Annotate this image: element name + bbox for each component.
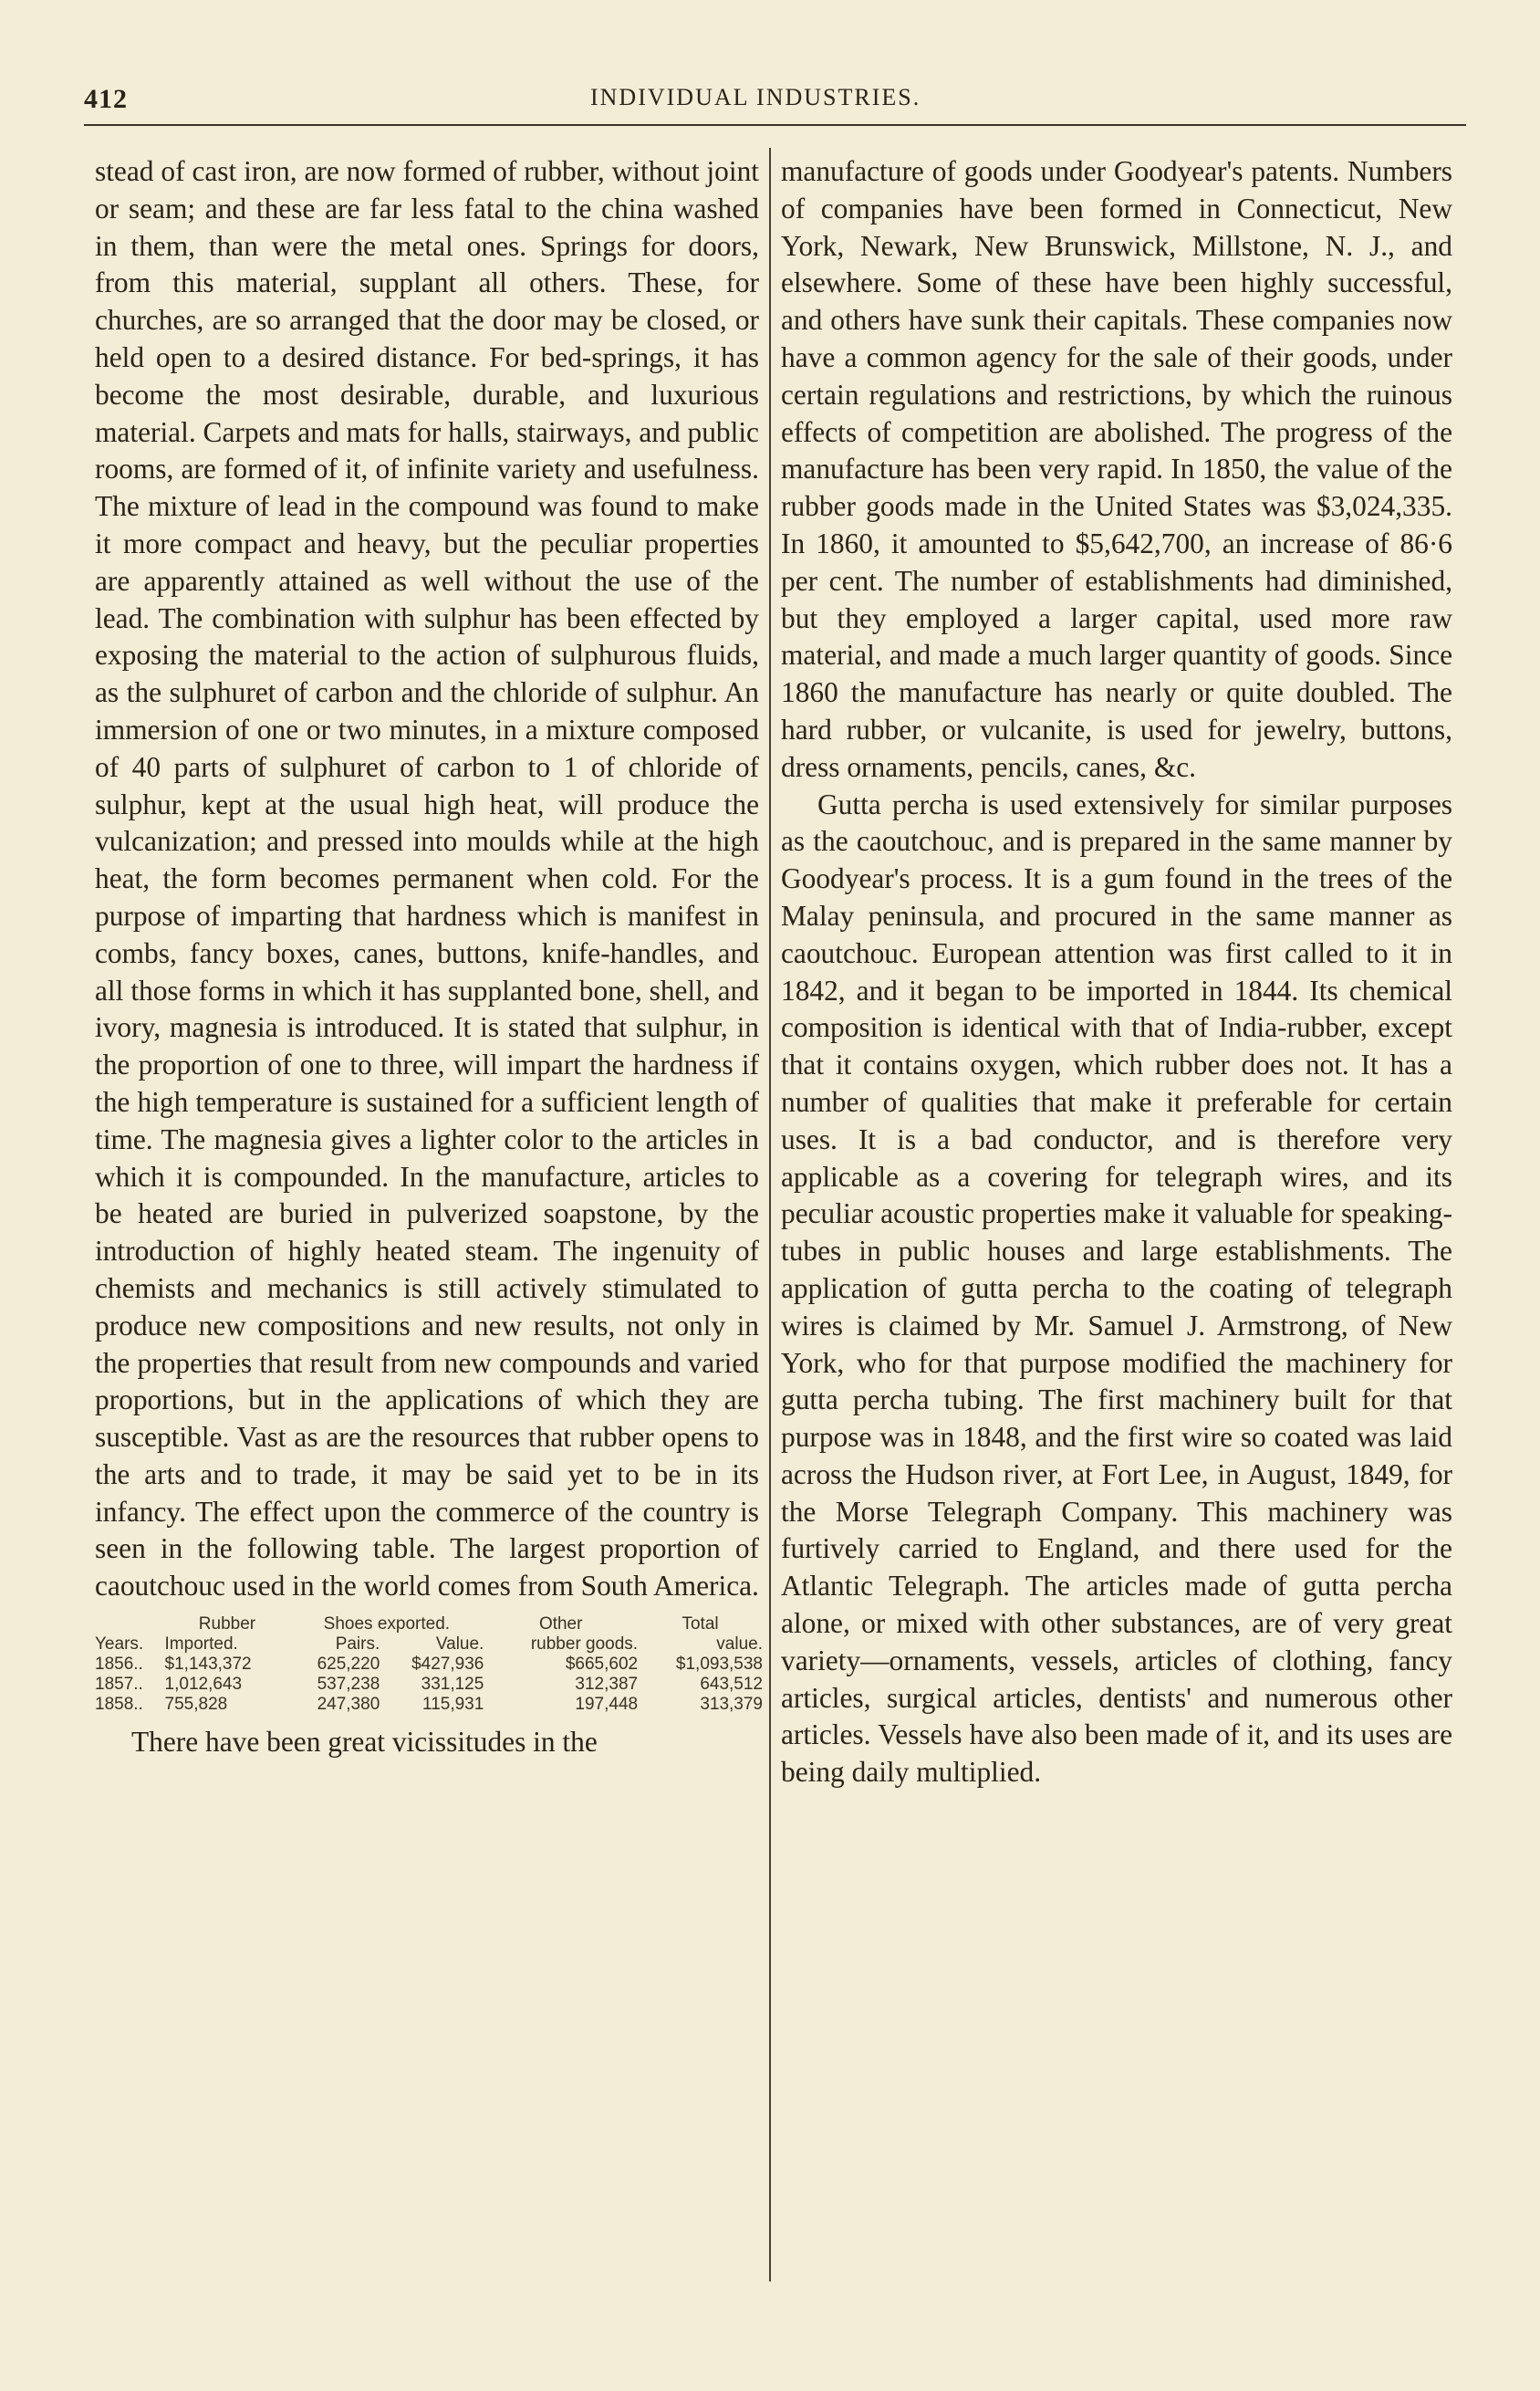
table-col-header: Imported. — [164, 1634, 238, 1655]
table-col-header: value. — [716, 1634, 763, 1655]
table-cell: 1858.. — [95, 1695, 143, 1715]
table-cell: 625,220 — [317, 1655, 380, 1675]
right-paragraph-1: manufacture of goods under Goodyear's patents. Numbers of companies have been formed in Connecticut, New York, Newark, New Brunswick, Millstone, N. J., and elsewhere. Some of these have been highly successful, and others have sunk their capitals. These companies now have a common agency for the sale of their goods, under certain regulations and restrictions, by which the ruinous effects of competition are abolished. The progress of the manufacture has been very rapid. In 1850, the value of the rubber goods made in the United States was $3,024,335. In 1860, it amounted to $5,642,700, an increase of 86·6 per cent. The number of establishments had diminished, but they employed a larger capital, used more raw material, and made a much larger quantity of goods. Since 1860 the manufacture has nearly or quite doubled. The hard rubber, or vulcanite, is used for jewelry, buttons, dress ornaments, pencils, canes, &c. — [781, 155, 1452, 783]
right-paragraph-2: Gutta percha is used extensively for similar purposes as the caoutchouc, and is prepared in the same manner by Goodyear's process. It is a gum found in the trees of the Malay peninsula, and procured in the same manner as caoutchouc. European attention was first called to it in 1842, and it began to be imported in 1844. Its chemical composition is identical with that of India-rubber, except that it contains oxygen, which rubber does not. It has a number of qualities that make it preferable for certain uses. It is a bad conductor, and is therefore very applicable as a covering for telegraph wires, and its peculiar acoustic properties make it valuable for speaking-tubes in public houses and large establishments. The application of gutta percha to the coating of telegraph wires is claimed by Mr. Samuel J. Armstrong, of New York, who for that purpose modified the machinery for gutta percha tubing. The first machinery built for that purpose was in 1848, and the first wire so coated was laid across the Hudson river, at Fort Lee, in August, 1849, for the Morse Telegraph Company. This machinery was furtively carried to England, and there used for the Atlantic Telegraph. The articles made of gutta percha alone, or mixed with other substances, are of very great variety—ornaments, vessels, articles of clothing, fancy articles, surgical articles, dentists' and numerous other articles. Vessels have also been made of it, and its uses are being daily multiplied. — [781, 788, 1452, 1789]
table-row — [95, 1655, 763, 1675]
table-group-header: Shoes exported. — [323, 1614, 451, 1634]
table-cell: $1,093,538 — [675, 1655, 763, 1675]
running-title: INDIVIDUAL INDUSTRIES. — [590, 84, 921, 110]
table-col-header: Value. — [435, 1634, 484, 1655]
table-cell: 1857.. — [95, 1675, 143, 1695]
table-cell: 1,012,643 — [164, 1675, 243, 1695]
table-row — [95, 1675, 763, 1695]
left-body-text: stead of cast iron, are now formed of rubber, without joint or seam; and these are far less fatal to the china washed in them, than were the metal ones. Springs for doors, from this material, supplant all others. These, for churches, are so arranged that the door may be closed, or held open to a desired distance. For bed-springs, it has become the most desirable, durable, and luxurious material. Carpets and mats for halls, stairways, and public rooms, are formed of it, of infinite variety and usefulness. The mixture of lead in the compound was found to make it more compact and heavy, but the peculiar properties are apparently attained as well without the use of the lead. The combination with sulphur has been effected by exposing the material to the action of sulphurous fluids, as the sulphuret of carbon and the chloride of sulphur. An immersion of one or two minutes, in a mixture composed of 40 parts of sulphuret of carbon to 1 of chloride of sulphur, kept at the usual high heat, will produce the vulcanization; and pressed into moulds while at the high heat, the form becomes permanent when cold. For the purpose of imparting that hardness which is manifest in combs, fancy boxes, canes, buttons, knife-handles, and all those forms in which it has supplanted bone, shell, and ivory, magnesia is introduced. It is stated that sulphur, in the proportion of one to three, will impart the hardness if the high temperature is sustained for a sufficient length of time. The magnesia gives a lighter color to the articles in which it is compounded. In the manufacture, articles to be heated are buried in pulverized soapstone, by the introduction of highly heated steam. The ingenuity of chemists and mechanics is still actively stimulated to produce new compositions and new results, not only in the properties that result from new compounds and varied proportions, but in the applications of which they are susceptible. Vast as are the resources that rubber opens to the arts and to trade, it may be said yet to be in its infancy. The effect upon the commerce of the country is seen in the following table. The largest proportion of caoutchouc used in the world comes from South America. — [95, 155, 759, 1603]
page-header — [84, 84, 960, 120]
table-cell: 755,828 — [164, 1695, 228, 1715]
table-cell: 643,512 — [700, 1675, 763, 1695]
table-group-header: Rubber — [198, 1614, 256, 1634]
right-column — [781, 153, 1452, 1791]
table-col-header: rubber goods. — [530, 1634, 639, 1655]
table-cell: 247,380 — [317, 1695, 380, 1715]
table-cell: $1,143,372 — [164, 1655, 252, 1675]
table-group-header: Other — [538, 1614, 583, 1634]
table-col-header: Pairs. — [335, 1634, 380, 1655]
table-row — [95, 1695, 763, 1715]
rubber-trade-table — [95, 1614, 763, 1715]
page-number: 412 — [84, 84, 128, 114]
column-divider — [769, 148, 771, 2281]
table-col-header: Years. — [95, 1634, 144, 1655]
table-cell: 313,379 — [700, 1695, 763, 1715]
table-cell: 197,448 — [575, 1695, 639, 1715]
left-continuation-text: There have been great vicissitudes in the — [131, 1726, 598, 1759]
table-group-header: Total — [682, 1614, 719, 1634]
table-cell: 312,387 — [575, 1675, 639, 1695]
table-cell: 537,238 — [317, 1675, 380, 1695]
header-rule — [84, 124, 1466, 126]
left-column — [95, 153, 763, 1761]
table-cell: 1856.. — [95, 1655, 143, 1675]
table-cell: 115,931 — [422, 1695, 484, 1715]
table-cell: 331,125 — [421, 1675, 484, 1695]
table-cell: $665,602 — [565, 1655, 639, 1675]
table-cell: $427,936 — [411, 1655, 484, 1675]
